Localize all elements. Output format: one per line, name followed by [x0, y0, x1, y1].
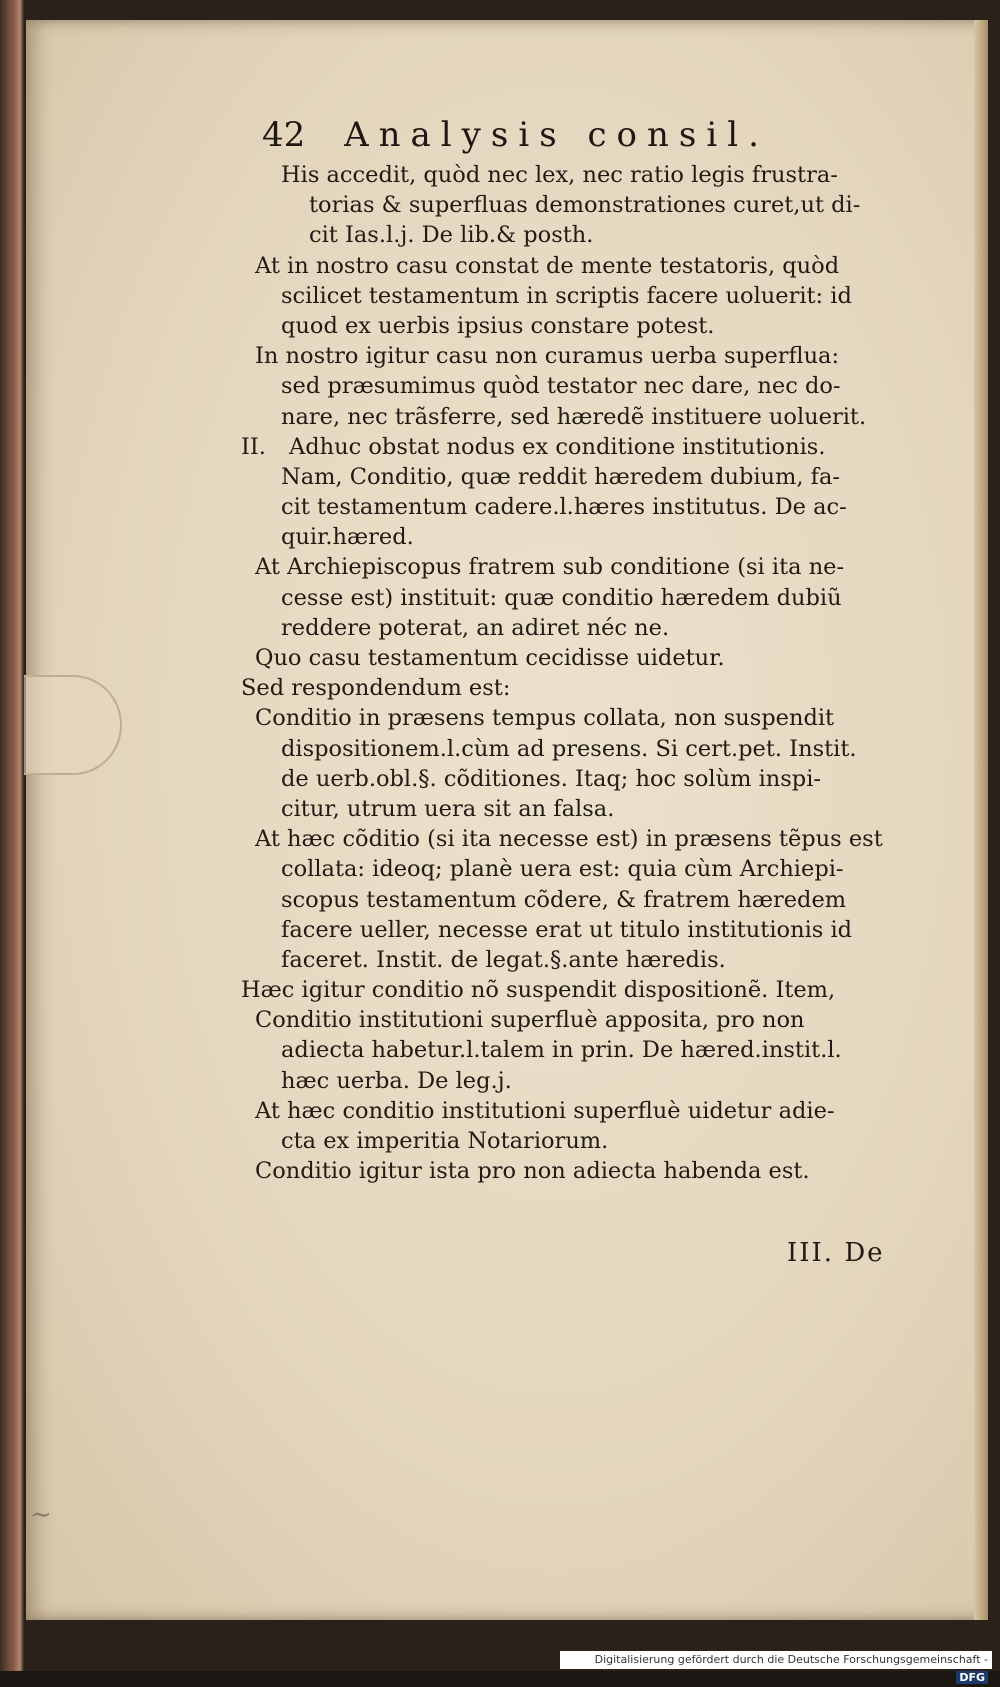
text-line: [255, 311, 915, 341]
text-line: [255, 703, 915, 733]
text-line: [241, 975, 915, 1005]
text-line: [255, 371, 915, 401]
footer-credit: [560, 1651, 992, 1684]
line-text: de uerb.obl.§. cõditiones. Itaq; hoc solùm inspi-: [281, 765, 821, 792]
page-tab-loop: [24, 675, 122, 775]
line-text: At hæc cõditio (si ita necesse est) in præsens tẽpus est: [255, 826, 883, 853]
line-text: Sed respondendum est:: [241, 675, 511, 702]
line-text: cit Ias.l.j. De lib.& posth.: [309, 222, 594, 249]
text-line: [255, 1126, 915, 1156]
line-text: Conditio igitur ista pro non adiecta habenda est.: [255, 1158, 810, 1185]
running-title: Analysis consil.: [344, 115, 769, 155]
line-text: dispositionem.l.cùm ad presens. Si cert.pet. Instit.: [281, 735, 857, 762]
line-text: scilicet testamentum in scriptis facere uoluerit: id: [281, 282, 852, 309]
line-text: reddere poterat, an adiret néc ne.: [281, 614, 670, 641]
line-text: His accedit, quòd nec lex, nec ratio legis frustra-: [281, 162, 838, 188]
text-line: [255, 764, 915, 794]
text-line: [255, 643, 915, 673]
line-text: Adhuc obstat nodus ex conditione institutionis.: [289, 433, 826, 460]
text-line: [255, 251, 915, 281]
line-text: At in nostro casu constat de mente testatoris, quòd: [255, 252, 840, 279]
text-line: [255, 552, 915, 582]
text-line: [255, 945, 915, 975]
line-text: Quo casu testamentum cecidisse uidetur.: [255, 645, 725, 671]
text-line: [241, 432, 915, 462]
line-text: cta ex imperitia Notariorum.: [281, 1128, 609, 1154]
text-line: [255, 1156, 915, 1186]
line-text: Hæc igitur conditio nõ suspendit dispositionẽ. Item,: [241, 977, 836, 1004]
line-text: faceret. Instit. de legat.§.ante hæredis.: [281, 946, 726, 973]
text-line: [255, 1035, 915, 1065]
text-line: [255, 1096, 915, 1126]
text-line: [255, 281, 915, 311]
line-text: scopus testamentum cõdere, & fratrem hæredem: [281, 886, 847, 913]
line-text: facere ueller, necesse erat ut titulo institutionis id: [281, 916, 853, 943]
line-text: nare, nec trãsferre, sed hæredẽ instituere uoluerit.: [281, 403, 867, 430]
dfg-logo: DFG: [956, 1671, 988, 1684]
text-line: [255, 915, 915, 945]
text-line: [255, 854, 915, 884]
text-line: [255, 492, 915, 522]
text-line: [255, 794, 915, 824]
text-line: [255, 160, 915, 190]
text-line: [255, 341, 915, 371]
page-number: 42: [262, 115, 306, 155]
line-text: quod ex uerbis ipsius constare potest.: [281, 312, 715, 339]
line-text: hæc uerba. De leg.j.: [281, 1067, 512, 1094]
text-line: [255, 583, 915, 613]
line-text: citur, utrum uera sit an falsa.: [281, 795, 615, 822]
text-line: [255, 190, 915, 220]
text-line: [255, 522, 915, 552]
text-line: [255, 220, 915, 250]
line-text: cit testamentum cadere.l.hæres institutus. De ac-: [281, 494, 847, 521]
section-numeral: II.: [241, 433, 266, 460]
catchword: III. De: [787, 1238, 885, 1268]
line-text: torias & superfluas demonstrationes curet,ut di-: [309, 192, 861, 219]
line-text: At Archiepiscopus fratrem sub conditione (si ita ne-: [255, 554, 845, 581]
line-text: sed præsumimus quòd testator nec dare, nec do-: [281, 373, 841, 400]
line-text: At hæc conditio institutioni superfluè uidetur adie-: [255, 1097, 835, 1124]
text-line: [255, 1066, 915, 1096]
text-line: [255, 402, 915, 432]
line-text: Conditio institutioni superfluè apposita, pro non: [255, 1007, 805, 1034]
text-line: [255, 1005, 915, 1035]
page-edge: [974, 20, 988, 1620]
line-text: cesse est) instituit: quæ conditio hæredem dubiũ: [281, 584, 842, 611]
text-line: [255, 885, 915, 915]
text-line: [255, 824, 915, 854]
line-text: Nam, Conditio, quæ reddit hæredem dubium, fa-: [281, 463, 841, 490]
line-text: collata: ideoq; planè uera est: quia cùm Archiepi-: [281, 856, 844, 883]
margin-mark: ∼: [30, 1500, 52, 1530]
text-line: [241, 673, 915, 703]
line-text: adiecta habetur.l.talem in prin. De hæred.instit.l.: [281, 1037, 842, 1064]
text-line: [255, 613, 915, 643]
running-header: [262, 115, 822, 159]
text-line: [255, 734, 915, 764]
footer-text: Digitalisierung gefördert durch die Deutsche Forschungsgemeinschaft -: [594, 1653, 988, 1666]
line-text: quir.hæred.: [281, 524, 414, 551]
line-text: Conditio in præsens tempus collata, non suspendit: [255, 705, 835, 732]
line-text: In nostro igitur casu non curamus uerba superflua:: [255, 343, 840, 370]
text-line: [255, 462, 915, 492]
body-text: [241, 160, 915, 1186]
